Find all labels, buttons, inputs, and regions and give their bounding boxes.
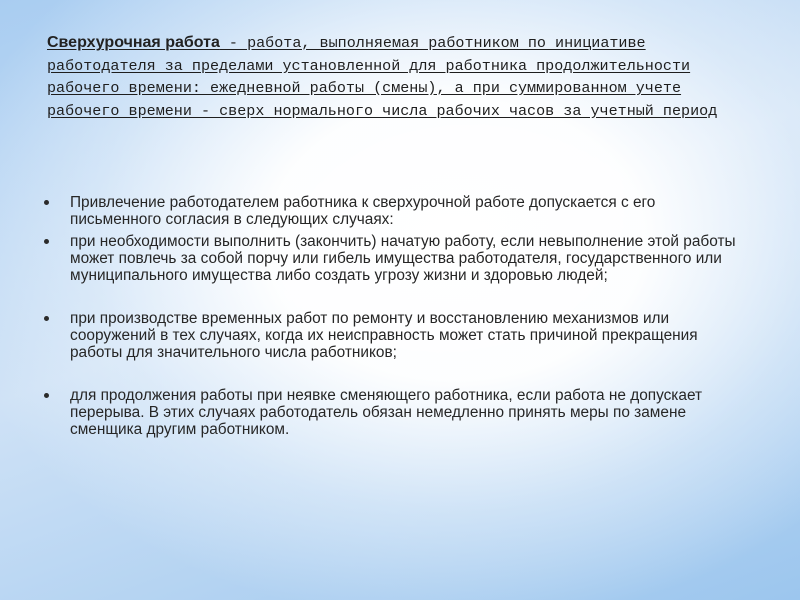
bullet-list <box>44 194 744 438</box>
definition-separator: - <box>219 34 248 52</box>
bullet-dot-icon <box>44 200 49 205</box>
bullet-item <box>44 310 744 361</box>
definition-text: работа, выполняемая работником по инициативе работодателя за пределами установленной для работника продолжительности рабочего времени: ежедневной работы (смены), а при суммированном учете рабочего времени - сверх нормального числа рабочих часов за учетный период <box>47 34 718 120</box>
bullet-text: при производстве временных работ по ремонту и восстановлению механизмов или сооружений в тех случаях, когда их неисправность может стать причиной прекращения работы для значительного числа работников; <box>70 310 698 361</box>
bullet-text: Привлечение работодателем работника к сверхурочной работе допускается с его письменного согласия в следующих случаях: <box>70 194 656 228</box>
definition-paragraph <box>47 32 727 122</box>
bullet-item <box>44 387 744 438</box>
bullet-item <box>44 233 744 284</box>
bullet-dot-icon <box>44 393 49 398</box>
bullet-text: при необходимости выполнить (закончить) начатую работу, если невыполнение этой работы может повлечь за собой порчу или гибель имущества работодателя, государственного или муниципального имущества либо создать угрозу жизни и здоровью людей; <box>70 233 736 284</box>
bullet-dot-icon <box>44 316 49 321</box>
bullet-item <box>44 194 744 228</box>
bullet-dot-icon <box>44 239 49 244</box>
definition-term: Сверхурочная работа <box>47 34 220 51</box>
bullet-text: для продолжения работы при неявке сменяющего работника, если работа не допускает перерыва. В этих случаях работодатель обязан немедленно принять меры по замене сменщика другим работником. <box>70 387 703 438</box>
